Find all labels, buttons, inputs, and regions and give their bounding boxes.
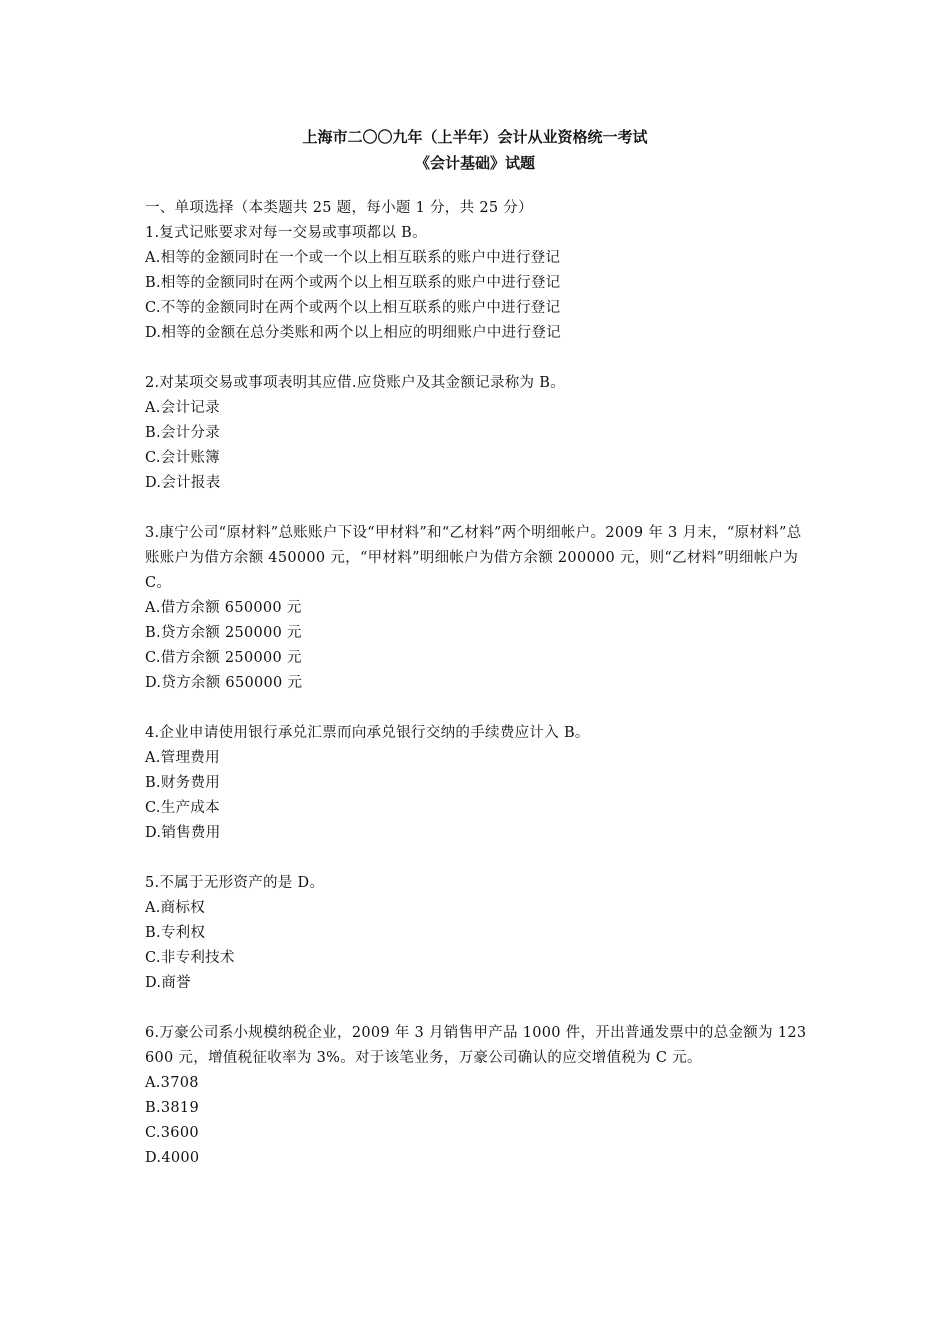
section-heading: 一、单项选择（本类题共 25 题，每小题 1 分，共 25 分） (145, 200, 533, 216)
option-d: D.会计报表 (145, 475, 221, 491)
option-b: B.3819 (145, 1100, 199, 1116)
question-6 (145, 1021, 810, 1171)
question-stem: 4.企业申请使用银行承兑汇票而向承兑银行交纳的手续费应计入 B。 (145, 725, 590, 741)
option-d: D.贷方余额 650000 元 (145, 675, 303, 691)
question-stem: 5.不属于无形资产的是 D。 (145, 875, 325, 891)
question-4 (145, 721, 810, 846)
question-stem: 1.复式记账要求对每一交易或事项都以 B。 (145, 225, 427, 241)
question-3 (145, 521, 810, 696)
option-b: B.会计分录 (145, 425, 221, 441)
exam-content (145, 196, 810, 1196)
option-d: D.销售费用 (145, 825, 221, 841)
option-b: B.贷方余额 250000 元 (145, 625, 302, 641)
title-line-1: 上海市二〇〇九年（上半年）会计从业资格统一考试 (302, 128, 648, 146)
option-d: D.商誉 (145, 975, 191, 991)
option-d: D.4000 (145, 1150, 200, 1166)
option-a: A.管理费用 (145, 750, 220, 766)
question-5 (145, 871, 810, 996)
question-stem: 6.万豪公司系小规模纳税企业，2009 年 3 月销售甲产品 1000 件，开出普通发票中的总金额为 123600 元，增值税征收率为 3%。对于该笔业务，万豪公司确认的应交增值税为 C 元。 (145, 1025, 807, 1066)
document-title (0, 124, 950, 176)
option-c: C.生产成本 (145, 800, 220, 816)
title-line-2: 《会计基础》试题 (414, 154, 535, 172)
option-a: A.相等的金额同时在一个或一个以上相互联系的账户中进行登记 (145, 250, 561, 266)
option-c: C.会计账簿 (145, 450, 220, 466)
question-stem: 3.康宁公司“原材料”总账账户下设“甲材料”和“乙材料”两个明细帐户。2009 年 3 月末，“原材料”总账账户为借方余额 450000 元，“甲材料”明细帐户为借方余额 200000 元，则“乙材料”明细帐户为 C。 (145, 525, 802, 591)
question-2 (145, 371, 810, 496)
option-a: A.会计记录 (145, 400, 220, 416)
option-c: C.3600 (145, 1125, 199, 1141)
option-c: C.不等的金额同时在两个或两个以上相互联系的账户中进行登记 (145, 300, 561, 316)
question-stem: 2.对某项交易或事项表明其应借.应贷账户及其金额记录称为 B。 (145, 375, 566, 391)
option-a: A.借方余额 650000 元 (145, 600, 302, 616)
option-d: D.相等的金额在总分类账和两个以上相应的明细账户中进行登记 (145, 325, 561, 341)
option-a: A.商标权 (145, 900, 206, 916)
option-c: C.借方余额 250000 元 (145, 650, 302, 666)
question-1 (145, 221, 810, 346)
option-c: C.非专利技术 (145, 950, 235, 966)
option-a: A.3708 (145, 1075, 199, 1091)
option-b: B.专利权 (145, 925, 206, 941)
option-b: B.财务费用 (145, 775, 221, 791)
option-b: B.相等的金额同时在两个或两个以上相互联系的账户中进行登记 (145, 275, 561, 291)
